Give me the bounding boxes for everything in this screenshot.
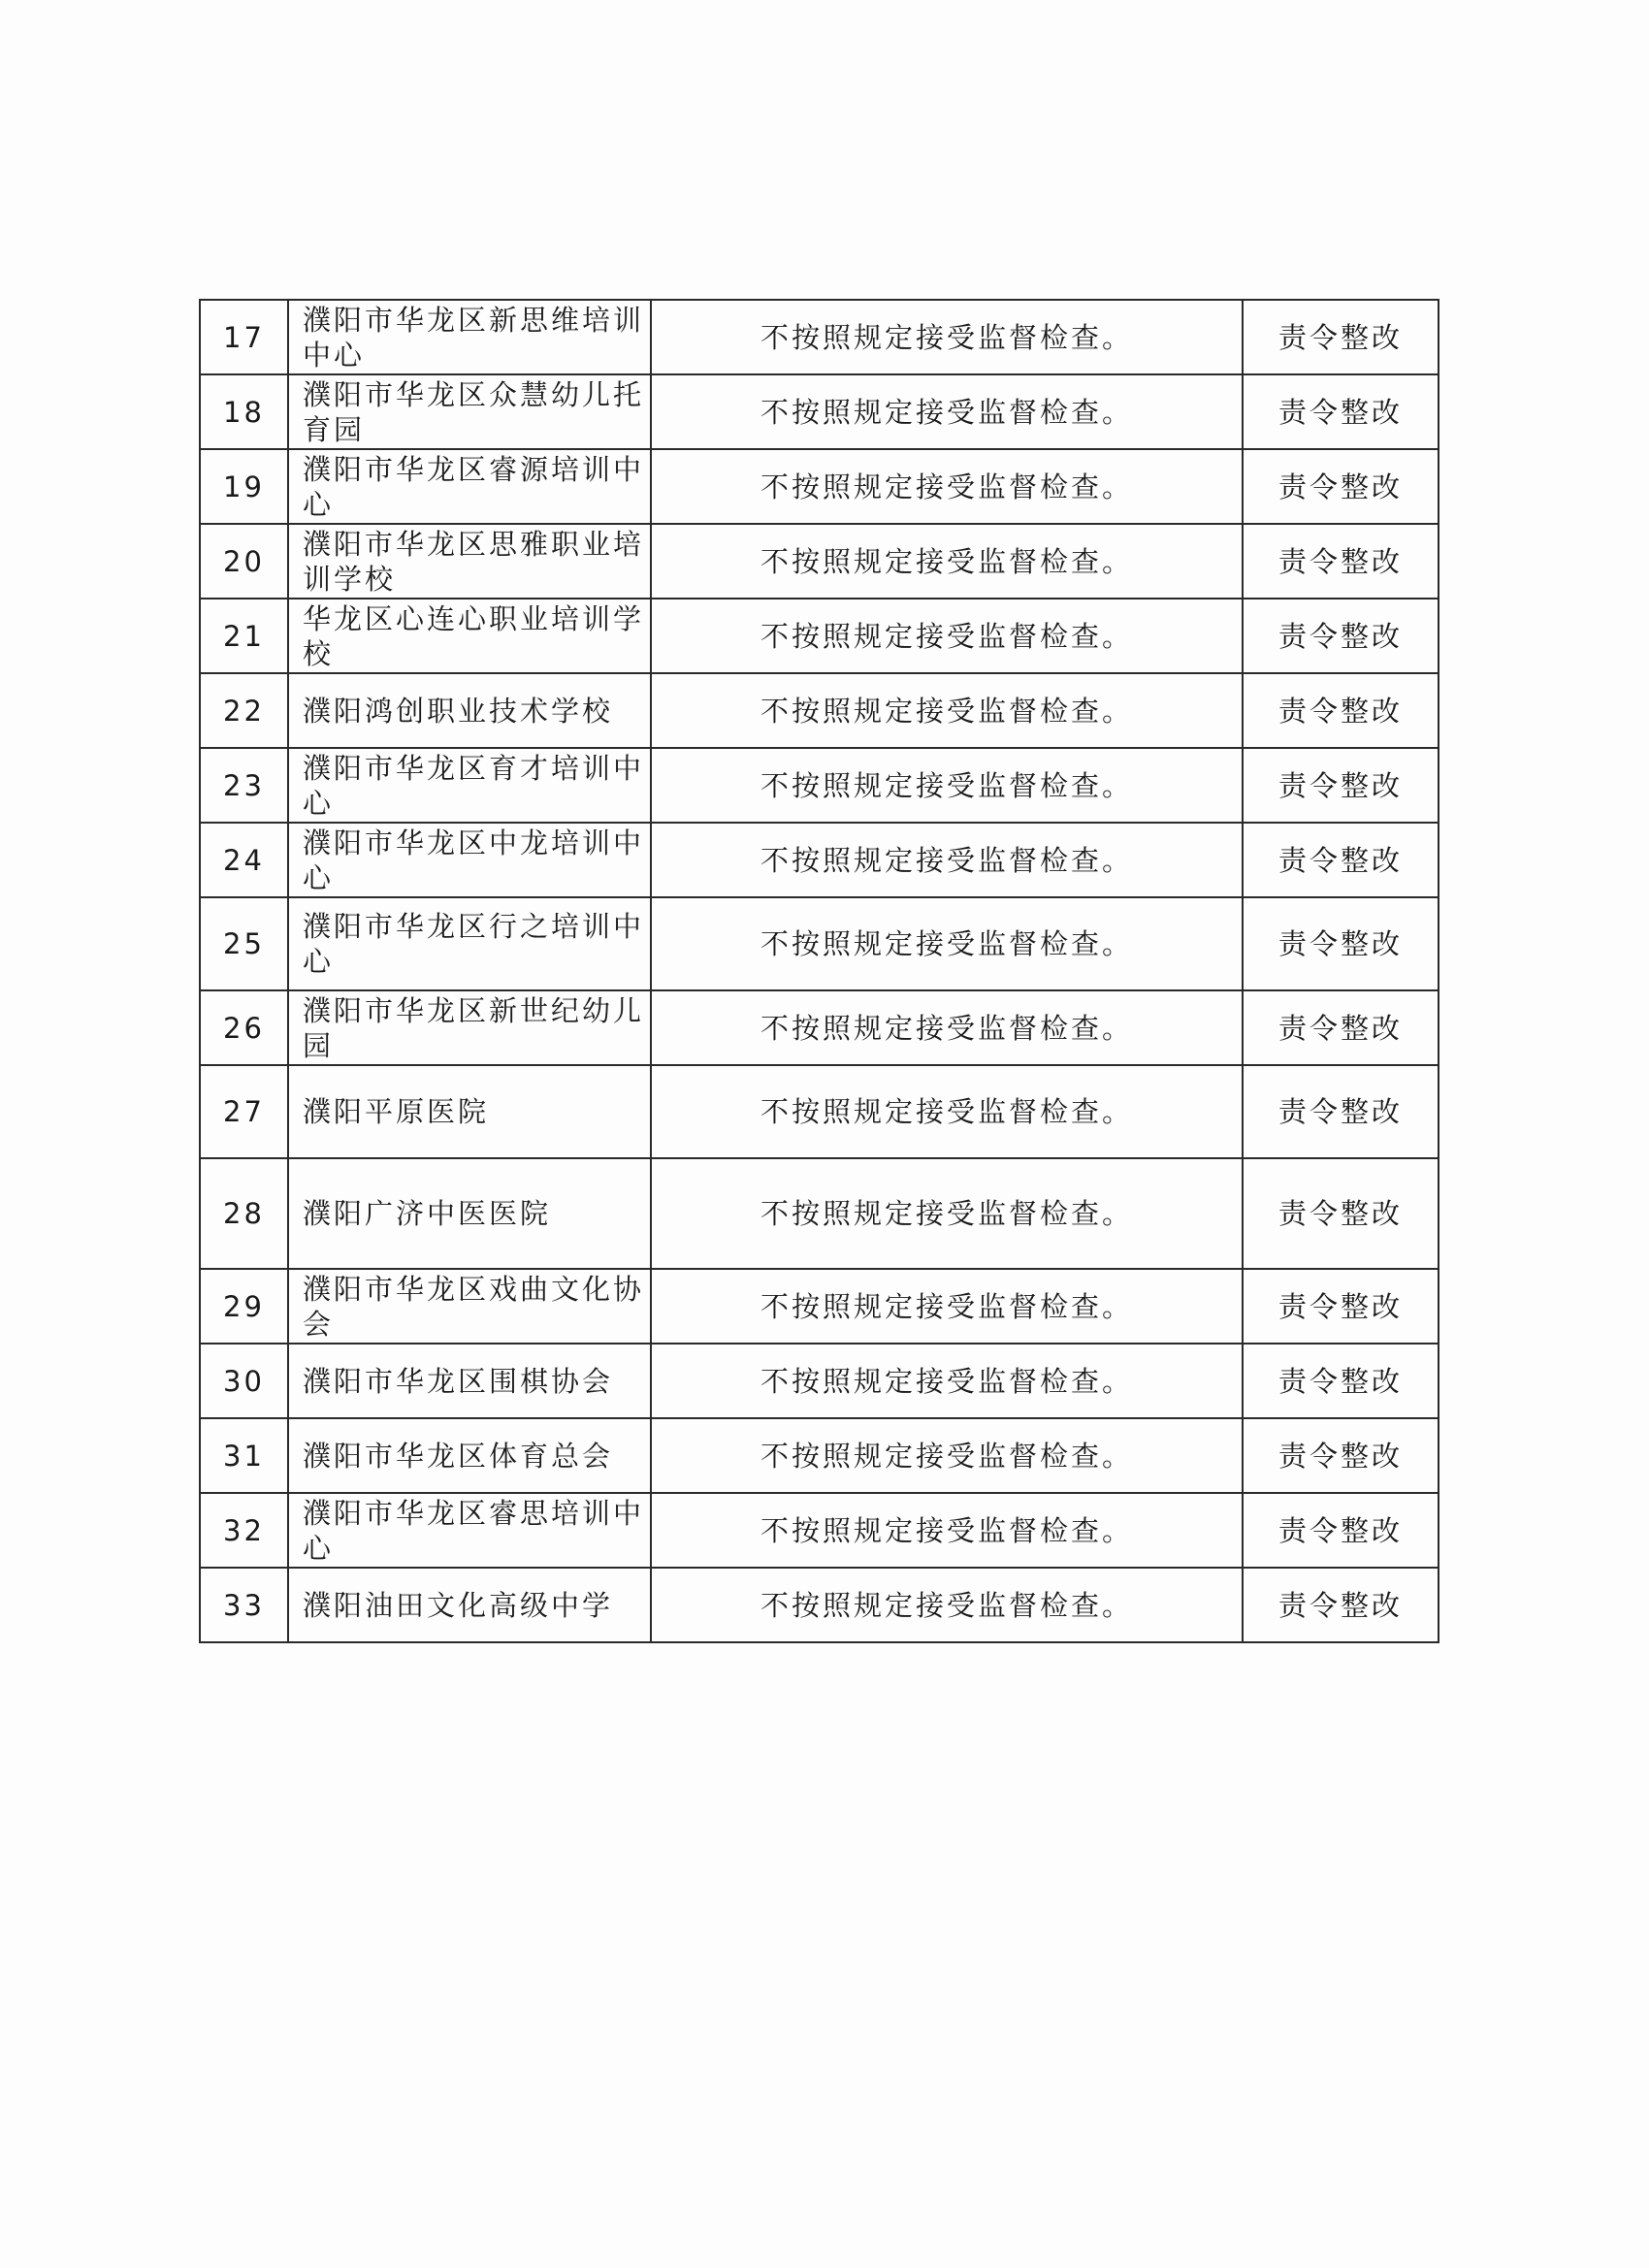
table-row (200, 374, 1439, 449)
violation-text: 不按照规定接受监督检查。 (651, 300, 1243, 374)
action-text: 责令整改 (1243, 449, 1439, 524)
row-number: 28 (200, 1158, 288, 1269)
violation-text: 不按照规定接受监督检查。 (651, 1158, 1243, 1269)
table-row (200, 897, 1439, 990)
violation-text: 不按照规定接受监督检查。 (651, 449, 1243, 524)
table-row (200, 524, 1439, 599)
table-row (200, 449, 1439, 524)
organization-name-text: 濮阳市华龙区行之培训中心 (303, 910, 645, 978)
row-number: 30 (200, 1344, 288, 1418)
action-text: 责令整改 (1243, 1158, 1439, 1269)
violation-text: 不按照规定接受监督检查。 (651, 1269, 1243, 1344)
violation-text: 不按照规定接受监督检查。 (651, 599, 1243, 673)
violation-text: 不按照规定接受监督检查。 (651, 897, 1243, 990)
table-row (200, 990, 1439, 1065)
organization-name-text: 濮阳市华龙区睿源培训中心 (303, 452, 645, 521)
organization-name (288, 748, 651, 823)
organization-name-text: 濮阳市华龙区众慧幼儿托育园 (303, 377, 645, 446)
table-row (200, 1065, 1439, 1158)
violation-text: 不按照规定接受监督检查。 (651, 1493, 1243, 1568)
organization-name-text: 濮阳市华龙区思雅职业培训学校 (303, 527, 645, 596)
organization-name-text: 濮阳市华龙区育才培训中心 (303, 751, 645, 820)
table-row (200, 1344, 1439, 1418)
organization-name (288, 524, 651, 599)
row-number: 25 (200, 897, 288, 990)
action-text: 责令整改 (1243, 524, 1439, 599)
violation-text: 不按照规定接受监督检查。 (651, 673, 1243, 748)
table-row (200, 673, 1439, 748)
action-text: 责令整改 (1243, 897, 1439, 990)
table-body (200, 300, 1439, 1642)
action-text: 责令整改 (1243, 374, 1439, 449)
organization-name (288, 897, 651, 990)
row-number: 26 (200, 990, 288, 1065)
action-text: 责令整改 (1243, 300, 1439, 374)
row-number: 33 (200, 1568, 288, 1642)
table-row (200, 599, 1439, 673)
table-row (200, 1493, 1439, 1568)
action-text: 责令整改 (1243, 1065, 1439, 1158)
organization-name (288, 449, 651, 524)
table-row (200, 1418, 1439, 1493)
violation-text: 不按照规定接受监督检查。 (651, 1568, 1243, 1642)
row-number: 32 (200, 1493, 288, 1568)
row-number: 17 (200, 300, 288, 374)
organization-name (288, 1269, 651, 1344)
action-text: 责令整改 (1243, 748, 1439, 823)
violation-text: 不按照规定接受监督检查。 (651, 1065, 1243, 1158)
organization-name-text: 濮阳平原医院 (303, 1095, 490, 1128)
violation-text: 不按照规定接受监督检查。 (651, 990, 1243, 1065)
violation-text: 不按照规定接受监督检查。 (651, 1344, 1243, 1418)
action-text: 责令整改 (1243, 673, 1439, 748)
violation-text: 不按照规定接受监督检查。 (651, 748, 1243, 823)
row-number: 29 (200, 1269, 288, 1344)
row-number: 19 (200, 449, 288, 524)
organization-name-text: 濮阳市华龙区中龙培训中心 (303, 826, 645, 894)
organization-name-text: 濮阳油田文化高级中学 (303, 1588, 614, 1622)
organization-name (288, 1493, 651, 1568)
organization-name (288, 374, 651, 449)
row-number: 31 (200, 1418, 288, 1493)
organization-name-text: 濮阳广济中医医院 (303, 1197, 552, 1230)
organization-name-text: 濮阳市华龙区戏曲文化协会 (303, 1272, 645, 1341)
violation-text: 不按照规定接受监督检查。 (651, 1418, 1243, 1493)
row-number: 27 (200, 1065, 288, 1158)
organization-name-text: 濮阳市华龙区新思维培训中心 (303, 303, 645, 372)
violation-text: 不按照规定接受监督检查。 (651, 823, 1243, 897)
row-number: 20 (200, 524, 288, 599)
row-number: 22 (200, 673, 288, 748)
organization-name (288, 823, 651, 897)
action-text: 责令整改 (1243, 823, 1439, 897)
row-number: 18 (200, 374, 288, 449)
organization-name (288, 1158, 651, 1269)
organization-name-text: 濮阳市华龙区新世纪幼儿园 (303, 993, 645, 1062)
row-number: 21 (200, 599, 288, 673)
organization-name (288, 599, 651, 673)
organization-name (288, 673, 651, 748)
organization-name (288, 1344, 651, 1418)
action-text: 责令整改 (1243, 1344, 1439, 1418)
table-row (200, 1269, 1439, 1344)
table-row (200, 1158, 1439, 1269)
action-text: 责令整改 (1243, 1269, 1439, 1344)
action-text: 责令整改 (1243, 599, 1439, 673)
organization-name (288, 1065, 651, 1158)
organization-name-text: 华龙区心连心职业培训学校 (303, 601, 645, 670)
action-text: 责令整改 (1243, 1493, 1439, 1568)
organization-name-text: 濮阳市华龙区睿思培训中心 (303, 1496, 645, 1565)
table-row (200, 300, 1439, 374)
penalty-table (199, 299, 1439, 1643)
organization-name (288, 300, 651, 374)
row-number: 23 (200, 748, 288, 823)
table-row (200, 1568, 1439, 1642)
organization-name (288, 1568, 651, 1642)
table-row (200, 748, 1439, 823)
organization-name (288, 990, 651, 1065)
action-text: 责令整改 (1243, 1568, 1439, 1642)
row-number: 24 (200, 823, 288, 897)
organization-name-text: 濮阳市华龙区围棋协会 (303, 1364, 614, 1398)
organization-name-text: 濮阳市华龙区体育总会 (303, 1439, 614, 1473)
table-row (200, 823, 1439, 897)
violation-text: 不按照规定接受监督检查。 (651, 524, 1243, 599)
action-text: 责令整改 (1243, 990, 1439, 1065)
organization-name (288, 1418, 651, 1493)
organization-name-text: 濮阳鸿创职业技术学校 (303, 694, 614, 728)
action-text: 责令整改 (1243, 1418, 1439, 1493)
violation-text: 不按照规定接受监督检查。 (651, 374, 1243, 449)
